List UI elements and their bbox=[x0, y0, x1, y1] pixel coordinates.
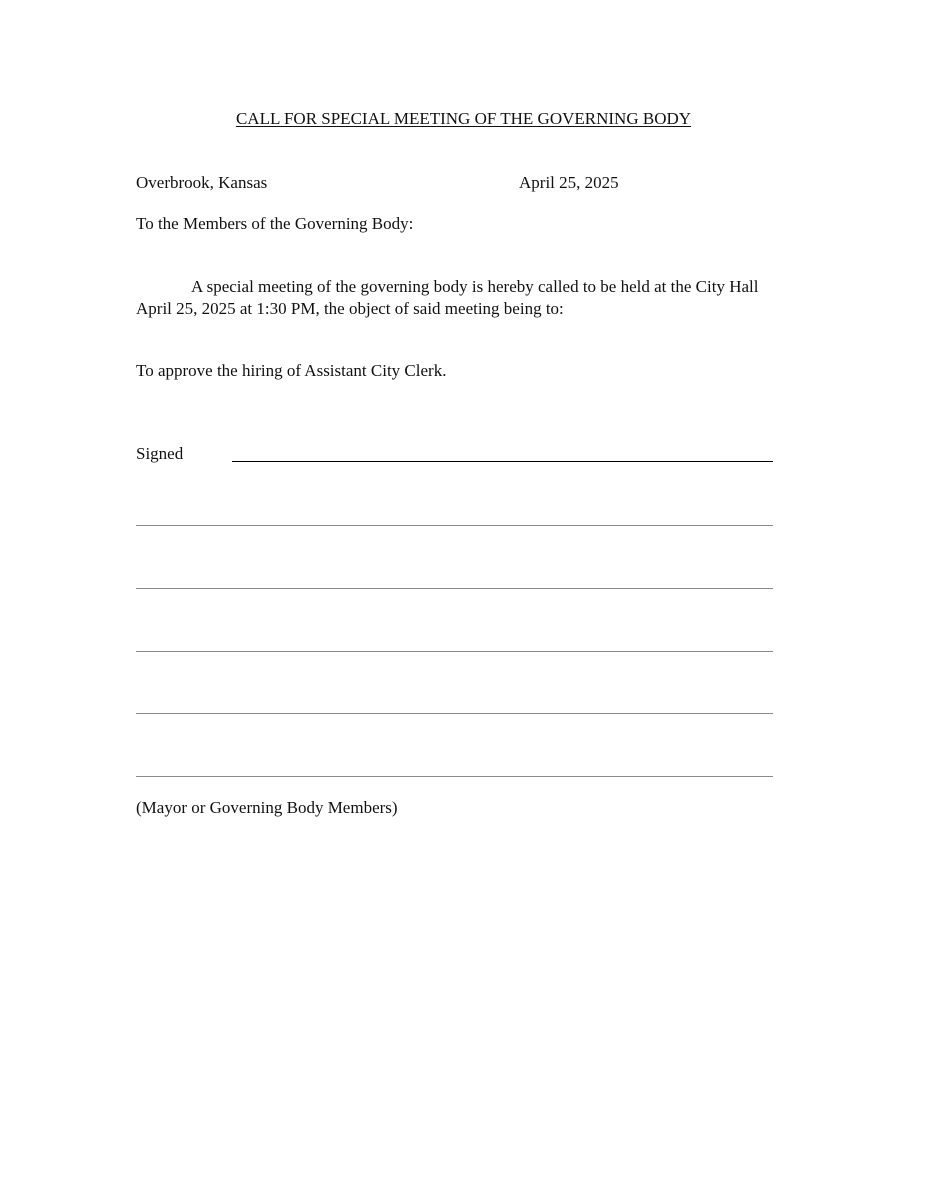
document-title: CALL FOR SPECIAL MEETING OF THE GOVERNING BODY bbox=[235, 109, 692, 128]
signature-line bbox=[136, 651, 773, 652]
signature-line bbox=[136, 713, 773, 714]
location-text: Overbrook, Kansas bbox=[136, 173, 268, 192]
signature-line bbox=[136, 525, 773, 526]
meeting-call-paragraph: A special meeting of the governing body is hereby called to be held at the City Hall April 25, 2025 at 1:30 PM, the object of said meeting being to: bbox=[136, 277, 759, 318]
signature-caption: (Mayor or Governing Body Members) bbox=[136, 798, 398, 817]
signature-line bbox=[136, 588, 773, 589]
date-text: April 25, 2025 bbox=[519, 173, 619, 192]
signature-line bbox=[136, 776, 773, 777]
primary-signature-line bbox=[232, 461, 773, 462]
meeting-purpose-text: To approve the hiring of Assistant City Clerk. bbox=[136, 361, 447, 380]
signed-label: Signed bbox=[136, 444, 184, 463]
salutation-text: To the Members of the Governing Body: bbox=[136, 214, 414, 233]
